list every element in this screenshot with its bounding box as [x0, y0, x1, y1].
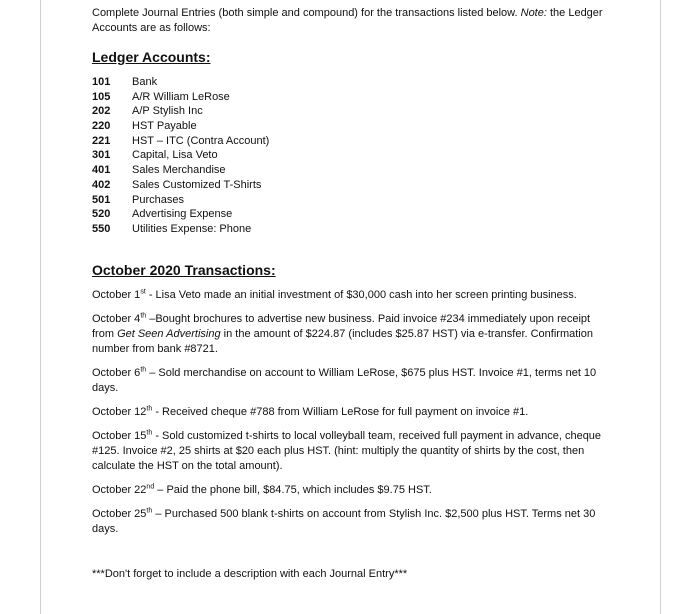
ledger-account-row: [92, 104, 612, 119]
account-number: 401: [92, 164, 111, 177]
transaction-date: October 25: [92, 507, 147, 520]
transaction-date: October 15: [92, 429, 147, 442]
account-number: 105: [92, 90, 111, 103]
transaction-date: October 22: [92, 483, 147, 496]
account-number: 301: [92, 149, 111, 162]
intro-text-a: Complete Journal Entries (both simple and compound) for the transactions listed below.: [92, 7, 518, 19]
ledger-account-row: [92, 178, 612, 193]
page-border-left: [40, 0, 41, 614]
document-page: [92, 6, 612, 582]
ledger-account-row: [92, 119, 612, 134]
date-suffix: th: [140, 365, 147, 373]
account-name: Advertising Expense: [132, 208, 233, 221]
ledger-account-row: [92, 193, 612, 208]
transaction-date: October 12: [92, 405, 147, 418]
account-number: 520: [92, 208, 111, 221]
account-name: HST Payable: [132, 120, 197, 133]
transaction-paragraph: [92, 429, 612, 474]
ledger-accounts-heading: Ledger Accounts:: [92, 49, 211, 65]
account-number: 402: [92, 178, 111, 191]
account-name: Capital, Lisa Veto: [132, 149, 218, 162]
ledger-account-row: [92, 134, 612, 149]
intro-text-b: the Ledger Accounts are as follows:: [92, 7, 603, 34]
transaction-text-continued: in the amount of $224.87 (includes $25.87 HST) via e-transfer. Confirmation number from bank #8721.: [92, 327, 593, 355]
account-name: A/R William LeRose: [132, 90, 230, 103]
account-name: Sales Customized T-Shirts: [132, 178, 262, 191]
transaction-paragraph: [92, 288, 612, 303]
transaction-date: October 4: [92, 312, 141, 325]
ledger-account-row: [92, 148, 612, 163]
transaction-text: – Purchased 500 blank t-shirts on account from Stylish Inc. $2,500 plus HST. Terms net 30 days.: [92, 507, 596, 535]
account-number: 501: [92, 193, 111, 206]
ledger-account-row: [92, 207, 612, 222]
date-suffix: th: [146, 404, 153, 412]
transaction-date: October 6: [92, 366, 141, 379]
ledger-account-row: [92, 222, 612, 237]
account-name: A/P Stylish Inc: [132, 105, 203, 118]
account-number: 220: [92, 120, 111, 133]
ledger-account-row: [92, 163, 612, 178]
account-number: 550: [92, 222, 111, 235]
account-name: Utilities Expense: Phone: [132, 222, 252, 235]
account-number: 101: [92, 76, 111, 88]
transaction-text: - Received cheque #788 from William LeRose for full payment on invoice #1.: [152, 405, 529, 418]
vendor-name: Get Seen Advertising: [117, 327, 221, 340]
transaction-text: – Sold merchandise on account to William LeRose, $675 plus HST. Invoice #1, terms net 10 days.: [92, 366, 597, 394]
transaction-text: – Paid the phone bill, $84.75, which includes $9.75 HST.: [154, 483, 432, 496]
account-number: 202: [92, 105, 111, 118]
ledger-accounts-list: [92, 75, 612, 237]
intro-note-label: Note:: [520, 7, 547, 19]
account-name: Bank: [132, 76, 158, 88]
account-name: HST – ITC (Contra Account): [132, 134, 270, 147]
transaction-text: –Bought brochures to advertise new business. Paid invoice #234 immediately upon receipt from: [92, 312, 591, 340]
page-border-right: [660, 0, 661, 614]
transaction-text: - Sold customized t-shirts to local volleyball team, received full payment in advance, cheque #125. Invoice #2, 25 shirts at $20 each plus HST. (hint: multiply the quantity of shirts by the cost, then calculate the HST on the total amount).: [92, 429, 602, 472]
october-transactions-heading: October 2020 Transactions:: [92, 261, 276, 278]
intro-paragraph: [92, 6, 612, 36]
journal-entry-reminder: ***Don't forget to include a description with each Journal Entry***: [92, 567, 408, 580]
account-name: Sales Merchandise: [132, 164, 226, 177]
transaction-paragraph: [92, 507, 612, 537]
transaction-paragraph: [92, 366, 612, 396]
date-suffix: th: [146, 428, 153, 436]
transaction-text: - Lisa Veto made an initial investment of $30,000 cash into her screen printing business.: [145, 288, 577, 301]
ledger-account-row: [92, 90, 612, 105]
date-suffix: st: [140, 287, 146, 295]
date-suffix: th: [140, 311, 147, 319]
transaction-paragraph: [92, 405, 612, 420]
account-number: 221: [92, 134, 111, 147]
transaction-paragraph: [92, 312, 612, 357]
transaction-date: October 1: [92, 288, 141, 301]
date-suffix: th: [146, 506, 153, 514]
account-name: Purchases: [132, 193, 184, 206]
ledger-account-row: [92, 75, 612, 90]
transaction-paragraph: [92, 483, 612, 498]
date-suffix: nd: [146, 482, 155, 490]
